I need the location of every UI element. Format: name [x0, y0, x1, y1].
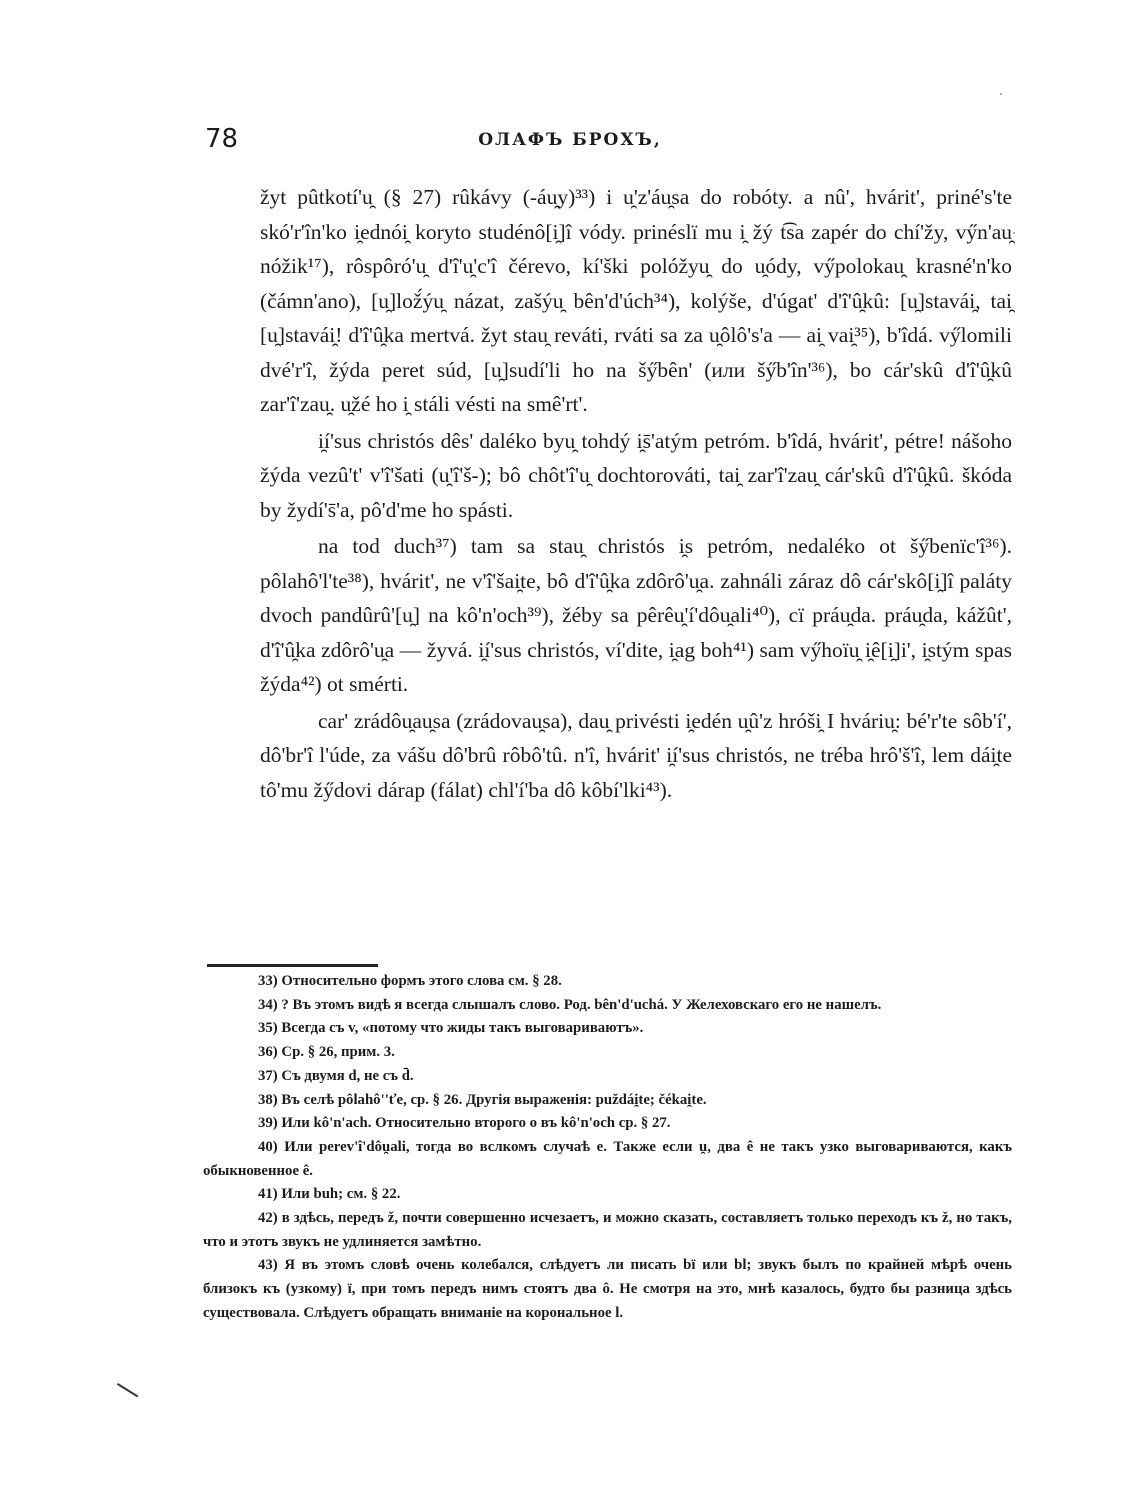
paragraph: i̯í'sus christós dês' daléko byu̯ tohdý i̯s̄'atým petróm. b'îdá, hvárit', pétre! nášoho žýda vezû't' v'î'šati (u̯'î'š-); bô chôt'î'u̯ dochtorováti, tai̯ zar'î'zau̯ cár'skû d'î'û̯kû. škóda by žydí's̄'a, pô'd'me ho spásti. — [260, 428, 1012, 522]
main-text — [260, 180, 1012, 807]
footnotes — [203, 970, 1012, 1326]
running-title: ОЛАФЪ БРОХЪ, — [478, 130, 662, 150]
footnote: 36) Ср. § 26, прим. 3. — [258, 1044, 395, 1061]
footnote: 38) Въ селѣ pôlahô''ťe, ср. § 26. Другія выраженія: puždái̯te; čékai̯te. — [258, 1091, 707, 1108]
scan-artifact-mark — [117, 1383, 138, 1397]
footnote: 39) Или kô'n'ach. Относительно второго o въ kô'n'och ср. § 27. — [258, 1115, 671, 1132]
footnote: 41) Или buh; см. § 22. — [258, 1186, 401, 1203]
paragraph: žyt pûtkotí'u̯ (§ 27) rûkávy (-áu̯y)³³) i u̯'z'áu̯sa do robóty. a nû', hvárit', priné's'te skó'r'în'ko i̯ednói̯ koryto studénô[i̯]î vódy. prinéslï mu i̯ žý t͡sa zapér do chí'žy, vy̋n'au̯ nóžik¹⁷), rôspôró'u̯ d'î'u̯'c'î čérevo, kí'ški polóžyu̯ do u̯ódy, vy̋polokau̯ krasné'n'ko (čámn'ano), [u̯]lož́ýu̯ názat, zašýu̯ bên'd'úch³⁴), kolýše, d'úgat' d'î'û̯kû: [u̯]stavái̯, tai̯ [u̯]stavái̯! d'î'û̯ka mertvá. žyt stau̯ reváti, rváti sa za u̯ôlô's'a — ai̯ vai̯³⁵), b'îdá. vy̋lomili dvé'r'î, žýda peret súd, [u̯]sudí'li ho na šy̋bên' (или šy̋b'în'³⁶), bo cár'skû d'î'û̯kû zar'î'zau̯. u̯žé ho i̯ stáli vésti na smê'rt'. — [260, 185, 1012, 416]
footnote: 33) Относительно формъ этого слова см. § 28. — [258, 973, 562, 989]
footnote: 35) Всегда съ v, «потому что жиды такъ выговариваютъ». — [258, 1020, 644, 1037]
footnote: 42) в здѣсь, передъ ž, почти совершенно исчезаетъ, и можно сказать, составляетъ только переходъ къ ž, но такъ, что и этотъ звукъ не удлиняется замѣтно. — [203, 1210, 1012, 1250]
scan-artifact-dot — [1000, 93, 1002, 95]
paragraph: na tod duch³⁷) tam sa stau̯ christós i̯s petróm, nedaléko ot šy̋benïc'î³⁶). pôlahô'l'te³⁸), hvárit', ne v'î'šai̯te, bô d'î'û̯ka zdôrô'u̯a. zahnáli záraz dô cár'skô[i̯]î paláty dvoch pandûrû'[u̯] na kô'n'och³⁹), žéby sa pêrêu̯'í'dôu̯ali⁴⁰), cï práu̯da. práu̯da, kážût', d'î'û̯ka zdôrô'u̯a — žyvá. i̯í'sus christós, ví'dite, i̯ag boh⁴¹) sam vy̋hoïu̯ i̯ê[i̯]i', i̯stým spas žýda⁴²) ot smérti. — [260, 534, 1012, 696]
footnote-rule — [207, 964, 378, 967]
paragraph: car' zrádôu̯au̯sa (zrádovau̯sa), dau̯ privésti i̯edén u̯û'z hróši̯ I hváriu̯: bé'r'te sôb'í', dô'br'î l'úde, za vášu dô'brû rôbô'tû. n'î, hvárit' i̯í'sus christós, ne tréba hrô'š'î, lem dái̯te tô'mu žy̋dovi dárap (fálat) chl'í'ba dô kôbí'lki⁴³). — [260, 708, 1012, 802]
footnote: 40) Или perev'î'dôu̯ali, тогда во вслкомъ случаѣ e. Также если u̯, два ê не такъ узко выговариваются, какъ обыкновенное ê. — [203, 1138, 1012, 1179]
footnote: 37) Съ двумя d, не съ d̄. — [258, 1067, 414, 1084]
footnote: 43) Я въ этомъ словѣ очень колебался, слѣдуетъ ли писать bï или bl; звукъ былъ по крайней мѣрѣ очень близокъ къ (узкому) ï, при томъ передъ нимъ стоятъ два ô. Не смотря на это, мнѣ казалось, будто бы разница здѣсь существовала. Слѣдуетъ обращать вниманіе на корональное l. — [203, 1257, 1012, 1321]
page-number: 78 — [205, 124, 239, 154]
footnote: 34) ? Въ этомъ видѣ я всегда слышалъ слово. Род. bên'd'uchá. У Желеховскаго его не нашелъ. — [258, 996, 882, 1013]
scan-artifact-dot — [1013, 232, 1015, 234]
